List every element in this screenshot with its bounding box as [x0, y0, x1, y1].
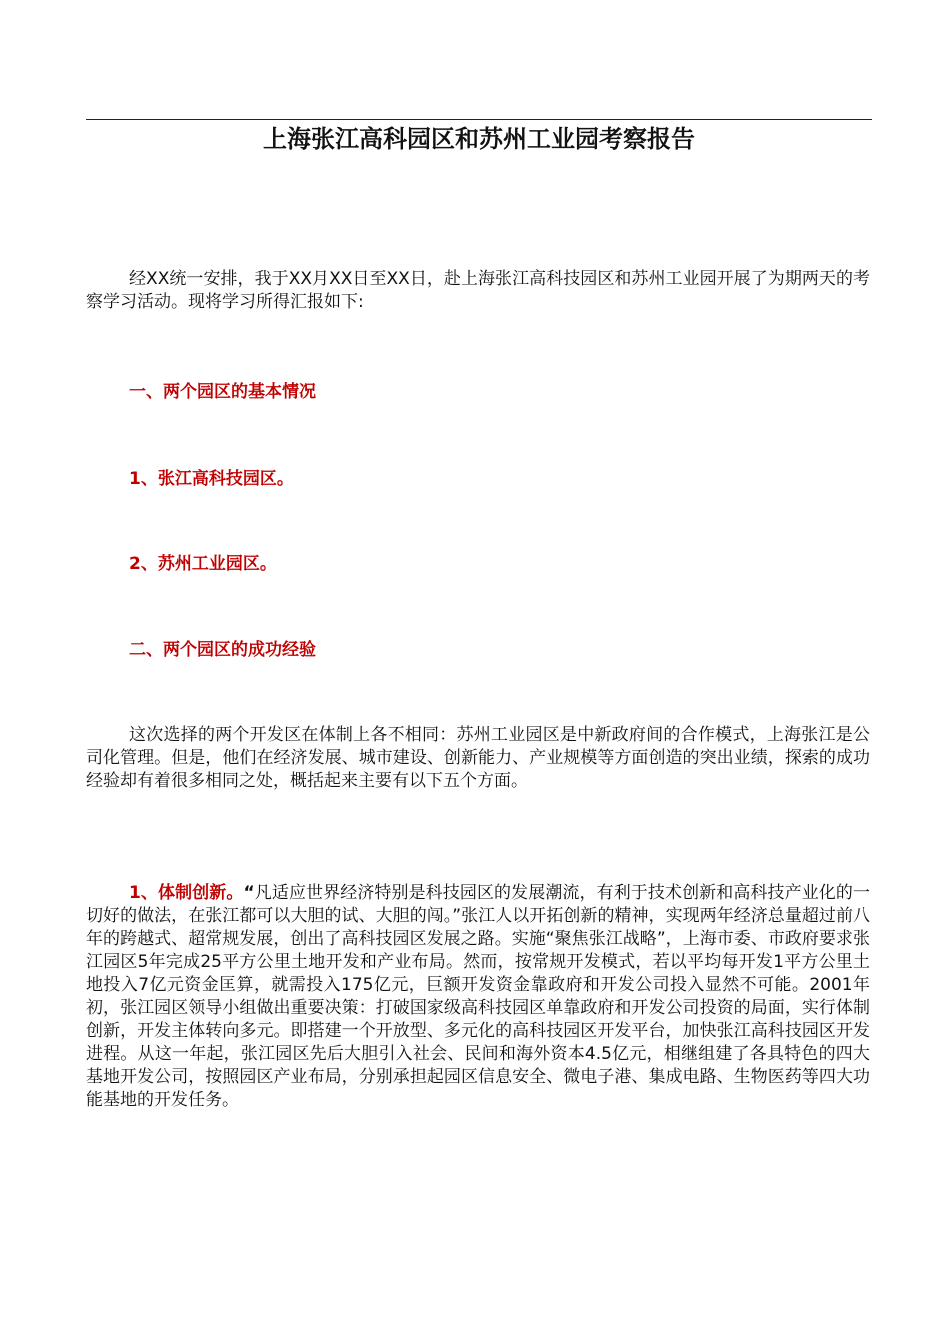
section2-intro-paragraph: 这次选择的两个开发区在体制上各不相同：苏州工业园区是中新政府间的合作模式，上海张江是公司化管理。但是，他们在经济发展、城市建设、创新能力、产业规模等方面创造的突出业绩，探索的成功经验却有着很多相同之处，概括起来主要有以下五个方面。 [86, 725, 870, 791]
section-heading-success-experience: 二、两个园区的成功经验 [129, 640, 316, 660]
point1-quote-mark: “ [243, 883, 255, 903]
document-title: 上海张江高科园区和苏州工业园考察报告 [263, 125, 695, 153]
intro-paragraph: 经XX统一安排，我于XX月XX日至XX日，赴上海张江高科技园区和苏州工业园开展了为期两天的考察学习活动。现将学习所得汇报如下: [86, 269, 870, 312]
section-heading-basic-info: 一、两个园区的基本情况 [129, 382, 316, 402]
subheading-zhangjiang: 1、张江高科技园区。 [129, 469, 294, 489]
point1-body: 凡适应世界经济特别是科技园区的发展潮流，有利于技术创新和高科技产业化的一切好的做法，在张江都可以大胆的试、大胆的闯。”张江人以开拓创新的精神，实现两年经济总量超过前八年的跨越式、超常规发展，创出了高科技园区发展之路。实施“聚焦张江战略”，上海市委、市政府要求张江园区5年完成25平方公里土地开发和产业布局。然而，按常规开发模式，若以平均每开发1平方公里土地投入7亿元资金匡算，就需投入175亿元，巨额开发资金靠政府和开发公司投入显然不可能。2001年初，张江园区领导小组做出重要决策：打破国家级高科技园区单靠政府和开发公司投资的局面，实行体制创新，开发主体转向多元。即搭建一个开放型、多元化的高科技园区开发平台，加快张江高科技园区开发进程。从这一年起，张江园区先后大胆引入社会、民间和海外资本4.5亿元，相继组建了各具特色的四大基地开发公司，按照园区产业布局，分别承担起园区信息安全、微电子港、集成电路、生物医药等四大功能基地的开发任务。 [86, 883, 870, 1110]
point1-paragraph [86, 882, 870, 1112]
point1-lead: 1、体制创新。 [129, 883, 244, 903]
header-rule [86, 119, 872, 120]
subheading-suzhou: 2、苏州工业园区。 [129, 554, 277, 574]
